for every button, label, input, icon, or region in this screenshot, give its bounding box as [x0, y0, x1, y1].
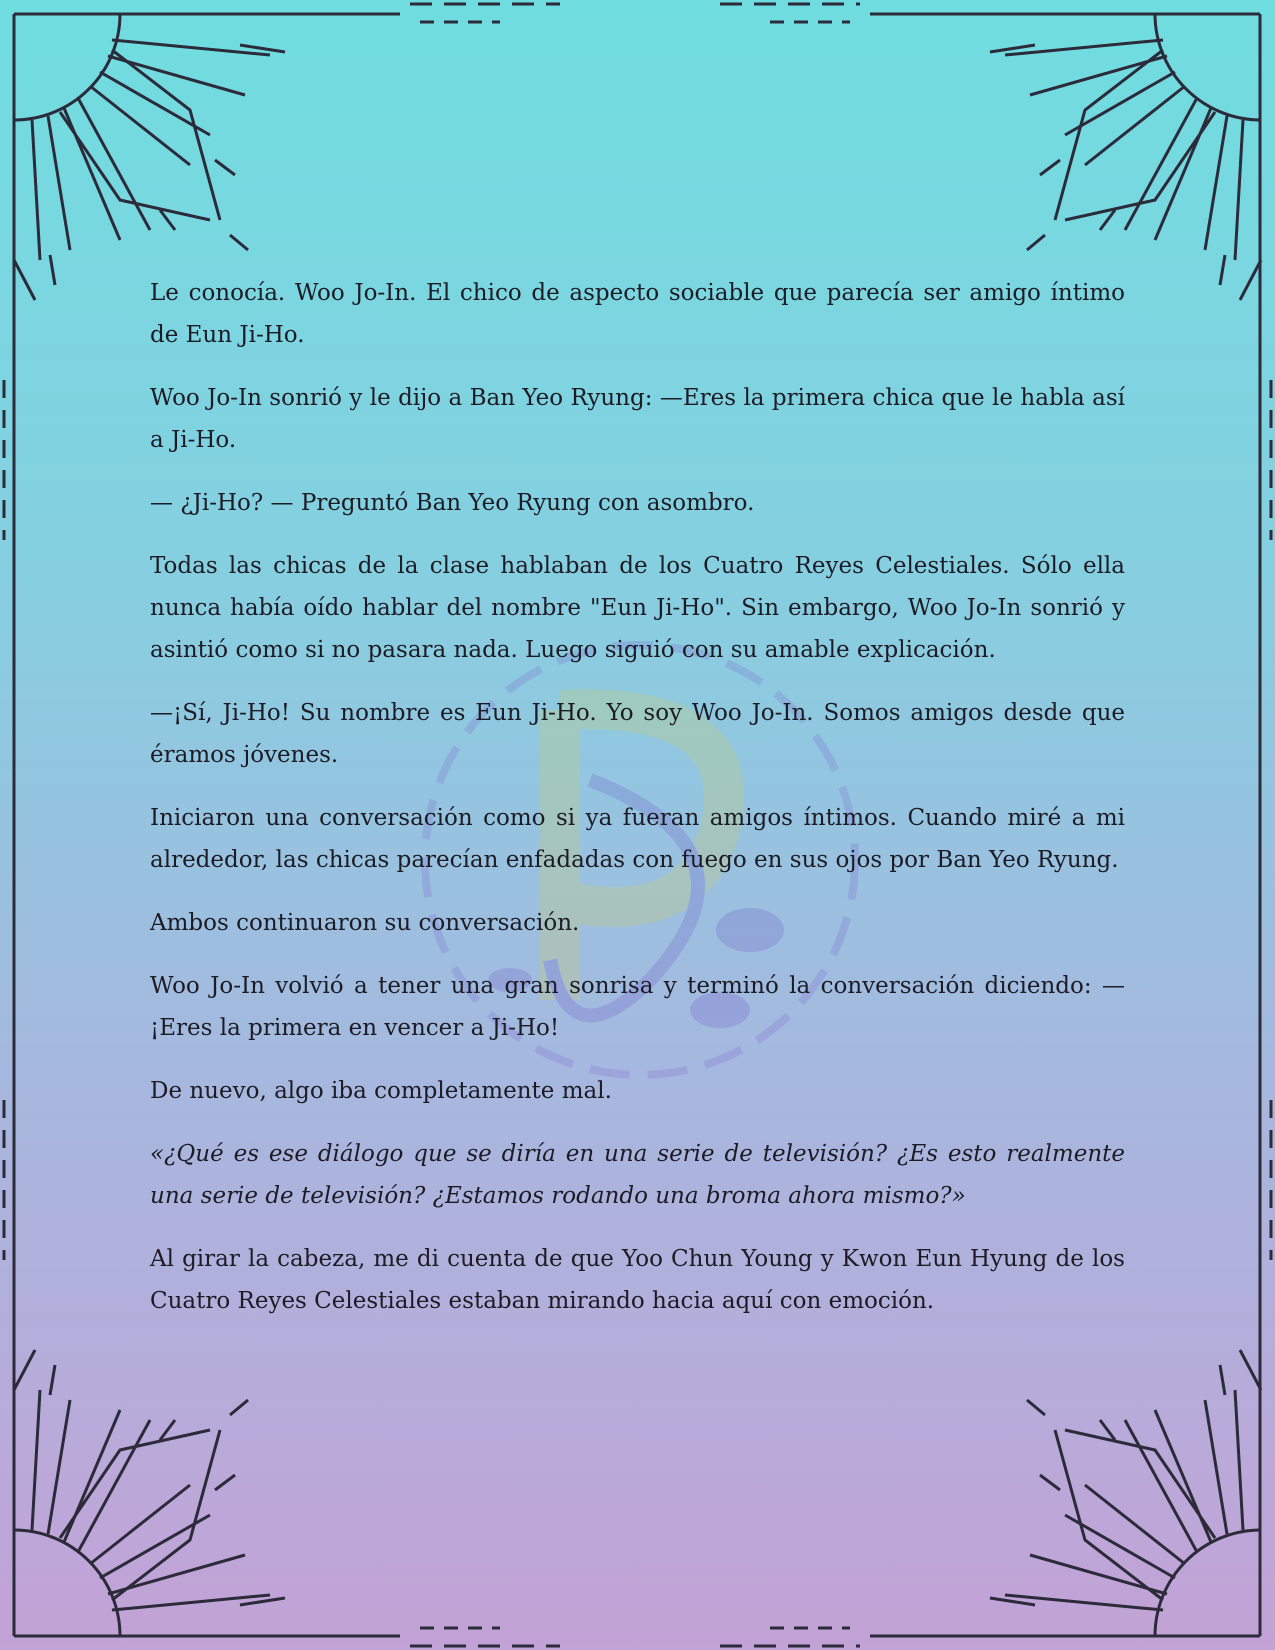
paragraph: Le conocía. Woo Jo-In. El chico de aspecto sociable que parecía ser amigo íntimo de Eun Ji-Ho.	[150, 280, 1125, 348]
paragraph: —¡Sí, Ji-Ho! Su nombre es Eun Ji-Ho. Yo soy Woo Jo-In. Somos amigos desde que éramos jóvenes.	[150, 700, 1125, 768]
story-text	[150, 272, 1125, 1343]
paragraph: Iniciaron una conversación como si ya fueran amigos íntimos. Cuando miré a mi alrededor, las chicas parecían enfadadas con fuego en sus ojos por Ban Yeo Ryung.	[150, 805, 1125, 873]
paragraph: Woo Jo-In sonrió y le dijo a Ban Yeo Ryung: —Eres la primera chica que le habla así a Ji-Ho.	[150, 385, 1125, 453]
paragraph: — ¿Ji-Ho? — Preguntó Ban Yeo Ryung con asombro.	[150, 490, 755, 516]
paragraph: «¿Qué es ese diálogo que se diría en una serie de televisión? ¿Es esto realmente una serie de televisión? ¿Estamos rodando una broma ahora mismo?»	[150, 1141, 1125, 1209]
paragraph: Al girar la cabeza, me di cuenta de que Yoo Chun Young y Kwon Eun Hyung de los Cuatro Reyes Celestiales estaban mirando hacia aquí con emoción.	[150, 1246, 1125, 1314]
paragraph: Ambos continuaron su conversación.	[150, 910, 580, 936]
paragraph: De nuevo, algo iba completamente mal.	[150, 1078, 612, 1104]
paragraph: Todas las chicas de la clase hablaban de los Cuatro Reyes Celestiales. Sólo ella nunca había oído hablar del nombre "Eun Ji-Ho". Sin embargo, Woo Jo-In sonrió y asintió como si no pasara nada. Luego siguió con su amable explicación.	[150, 553, 1125, 663]
sunburst-corner-icon	[14, 14, 285, 300]
paragraph: Woo Jo-In volvió a tener una gran sonrisa y terminó la conversación diciendo: — ¡Eres la primera en vencer a Ji-Ho!	[150, 973, 1125, 1041]
